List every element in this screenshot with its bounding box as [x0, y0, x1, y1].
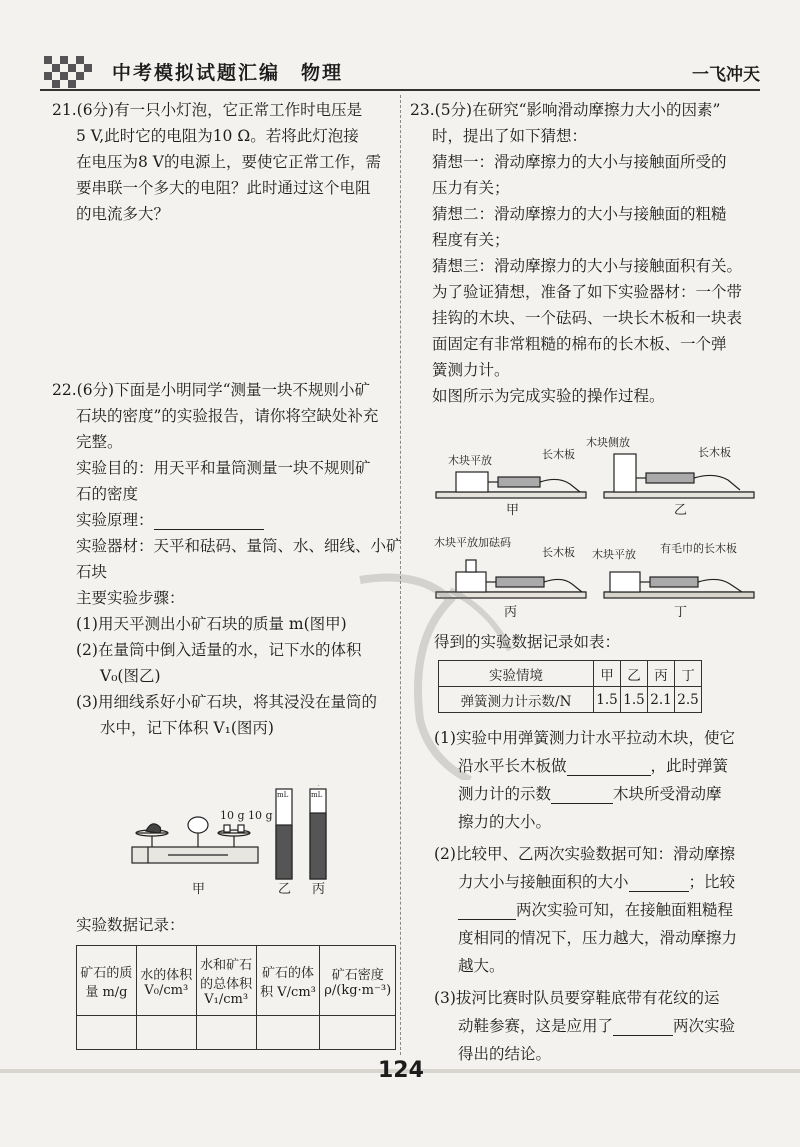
q22-line-4: 实验目的：用天平和量筒测量一块不规则矿: [76, 459, 371, 477]
q22-line-1: 22.(6分)下面是小明同学“测量一块不规则小矿: [52, 381, 371, 399]
q22-equip-1: 实验器材：天平和砝码、量筒、水、细线、小矿: [76, 537, 402, 555]
q22-th-v-l2: 积 V/cm³: [260, 984, 316, 1000]
q23-p3-text-a: 动鞋参赛，这是应用了: [458, 1017, 614, 1035]
q23-line-2: 时，提出了如下猜想：: [432, 127, 588, 145]
header-rule: [40, 89, 760, 91]
q21-line-2: 5 V,此时它的电阻为10 Ω。若将此灯泡接: [76, 127, 359, 145]
q23-p3-line2: [458, 1016, 774, 1036]
q21-line-5: 的电流多大？: [76, 205, 170, 223]
table-row: [77, 946, 396, 1016]
q22-th-v1-l1: 水和矿石: [200, 958, 253, 973]
q23-line-10: 面固定有非常粗糙的棉布的长木板、一个弹: [432, 335, 727, 353]
q23-p1-line3: [458, 784, 774, 804]
q22-cell-v[interactable]: [256, 1016, 320, 1050]
q23-data-intro: 得到的实验数据记录如表：: [434, 633, 621, 651]
q23-line-4: 压力有关；: [432, 179, 510, 197]
q23-fig4-left: 木块平放: [592, 548, 636, 561]
q21-line-3: 在电压为8 V的电源上，要使它正常工作，需: [76, 153, 381, 171]
q23-fig2-caption: 乙: [674, 503, 688, 518]
q23-fig2-right: 长木板: [698, 446, 731, 459]
q22-principle-blank[interactable]: [154, 513, 264, 530]
header-title: 中考模拟试题汇编 物理: [112, 62, 344, 84]
q23-p2-line2: [458, 872, 774, 892]
q23-p3-line3: 得出的结论。: [458, 1045, 552, 1063]
q23-p1-text-a: 沿水平长木板做: [458, 757, 567, 775]
q23-p3-blank[interactable]: [613, 1019, 673, 1036]
header-brand: 一飞冲天: [692, 65, 760, 85]
q23-line-7: 猜想三：滑动摩擦力的大小与接触面积有关。: [432, 257, 743, 275]
q22-th-rho-l2: ρ/(kg·m⁻³): [324, 982, 392, 998]
q22-steps-title: 主要实验步骤：: [76, 589, 185, 607]
watermark-logo-icon: [300, 560, 560, 780]
q23-p3-line1: (3)拔河比赛时队员要穿鞋底带有花纹的运: [434, 989, 720, 1007]
q23-val-yi: 1.5: [621, 687, 648, 713]
q23-th-jia: 甲: [594, 661, 621, 687]
q23-p3-text-b: 两次实验: [673, 1017, 736, 1035]
q22-th-v-l1: 矿石的体: [262, 965, 315, 981]
table-row: [77, 1016, 396, 1050]
q22-principle: [76, 510, 392, 530]
header-logo-checker-icon: [40, 52, 100, 92]
q23-line-3: 猜想一：滑动摩擦力的大小与接触面所受的: [432, 153, 727, 171]
q22-line-2: 石块的密度”的实验报告，请你将空缺处补充: [76, 407, 379, 425]
q22-fig-label-yi: 乙: [278, 882, 292, 897]
q23-val-ding: 2.5: [675, 687, 702, 713]
q22-cell-v1[interactable]: [196, 1016, 256, 1050]
q22-fig-label-jia: 甲: [192, 882, 206, 897]
q23-fig1-left: 木块平放: [448, 454, 492, 467]
q22-cell-v0[interactable]: [136, 1016, 196, 1050]
q23-th-yi: 乙: [621, 661, 648, 687]
q21-line-1: 21.(6分)有一只小灯泡，它正常工作时电压是: [52, 101, 363, 119]
q23-fig4-caption: 丁: [674, 605, 688, 620]
q23-line-6: 程度有关；: [432, 231, 510, 249]
q23-p2-blank1[interactable]: [629, 875, 689, 892]
q22-figure-balance-cylinders: [128, 785, 348, 900]
q22-th-rho-l1: 矿石密度: [331, 967, 384, 983]
q22-cell-mass[interactable]: [77, 1016, 137, 1050]
q22-weights-label: 10 g 10 g: [220, 809, 273, 822]
q23-p1-text-c: 测力计的示数: [458, 785, 552, 803]
q23-p2-text-a: 力大小与接触面积的大小: [458, 873, 629, 891]
q23-line-5: 猜想二：滑动摩擦力的大小与接触面的粗糙: [432, 205, 727, 223]
q23-val-jia: 1.5: [594, 687, 621, 713]
question-23: [410, 100, 770, 406]
q22-principle-label: 实验原理：: [76, 511, 154, 529]
q22-equip-2: 石块: [76, 563, 108, 581]
q22-record-label: 实验数据记录：: [76, 916, 185, 934]
q22-th-v0-l1: 水的体积: [140, 967, 193, 983]
q23-p1-line4: 擦力的大小。: [458, 813, 552, 831]
question-21: [52, 100, 392, 224]
q23-line-9: 挂钩的木块、一个砝码、一块长木板和一块表: [432, 309, 743, 327]
q23-val-bing: 2.1: [648, 687, 675, 713]
q22-cyl2-unit: mL: [311, 791, 323, 799]
q23-p2-text-c: 两次实验可知，在接触面粗糙程: [516, 901, 734, 919]
q22-th-mass: [77, 946, 137, 1016]
q22-step-3b: 水中，记下体积 V₁(图丙): [100, 719, 274, 737]
q23-p1-text-d: 木块所受滑动摩: [613, 785, 722, 803]
q23-p1-blank2[interactable]: [551, 787, 613, 804]
q22-th-v1-l2: 的总体积: [200, 977, 253, 992]
q22-fig-label-bing: 丙: [312, 882, 326, 897]
q23-p2-line3: [458, 900, 774, 920]
page-number: 124: [378, 1058, 424, 1083]
q22-th-v1: [196, 946, 256, 1016]
q22-th-v0: [136, 946, 196, 1016]
q22-th-v1-l3: V₁/cm³: [204, 992, 249, 1007]
q22-data-table: [76, 945, 396, 1050]
q22-step-1: (1)用天平测出小矿石块的质量 m(图甲): [76, 615, 347, 633]
q22-th-mass-l2: 量 m/g: [85, 984, 128, 1000]
q22-th-v: [256, 946, 320, 1016]
q22-cell-rho[interactable]: [320, 1016, 396, 1050]
q23-p1-text-b: ，此时弹簧: [650, 757, 729, 775]
q23-line-1: 23.(5分)在研究“影响滑动摩擦力大小的因素”: [410, 101, 721, 119]
q21-line-4: 要串联一个多大的电阻？此时通过这个电阻: [76, 179, 371, 197]
q23-fig1-caption: 甲: [506, 503, 520, 518]
q23-line-8: 为了验证猜想，准备了如下实验器材：一个带: [432, 283, 743, 301]
q23-p1-line1: (1)实验中用弹簧测力计水平拉动木块，使它: [434, 729, 735, 747]
q22-th-rho: [320, 946, 396, 1016]
q23-p2-text-b: ；比较: [688, 873, 736, 891]
q23-fig3-right: 长木板: [542, 546, 575, 559]
q23-fig3-left: 木块平放加砝码: [434, 536, 511, 549]
q23-th-scenario: 实验情境: [439, 661, 594, 687]
q23-fig1-right: 长木板: [542, 448, 575, 461]
q23-p2-line1: (2)比较甲、乙两次实验数据可知：滑动摩擦: [434, 845, 735, 863]
q22-cyl1-unit: mL: [277, 791, 289, 799]
q23-p2-blank2[interactable]: [458, 903, 516, 920]
q22-th-mass-l1: 矿石的质: [80, 965, 133, 981]
q23-row-label: 弹簧测力计示数/N: [439, 687, 594, 713]
q23-line-11: 簧测力计。: [432, 361, 510, 379]
q23-fig3-caption: 丙: [504, 605, 518, 620]
q23-th-ding: 丁: [675, 661, 702, 687]
q23-p1-blank1[interactable]: [567, 759, 651, 776]
q22-step-2b: V₀(图乙): [100, 667, 161, 685]
q22-line-3: 完整。: [76, 433, 123, 451]
q23-fig2-left: 木块侧放: [586, 436, 630, 449]
q22-line-5: 石的密度: [76, 485, 139, 503]
q23-line-12: 如图所示为完成实验的操作过程。: [432, 387, 665, 405]
q23-p2-line4: 度相同的情况下，压力越大，滑动摩擦力: [458, 929, 738, 947]
q22-step-3a: (3)用细线系好小矿石块，将其浸没在量筒的: [76, 693, 377, 711]
q22-th-v0-l2: V₀/cm³: [144, 982, 189, 998]
q23-p2-line5: 越大。: [458, 957, 505, 975]
q22-step-2a: (2)在量筒中倒入适量的水，记下水的体积: [76, 641, 362, 659]
q23-fig4-right: 有毛巾的长木板: [660, 542, 737, 555]
q23-th-bing: 丙: [648, 661, 675, 687]
